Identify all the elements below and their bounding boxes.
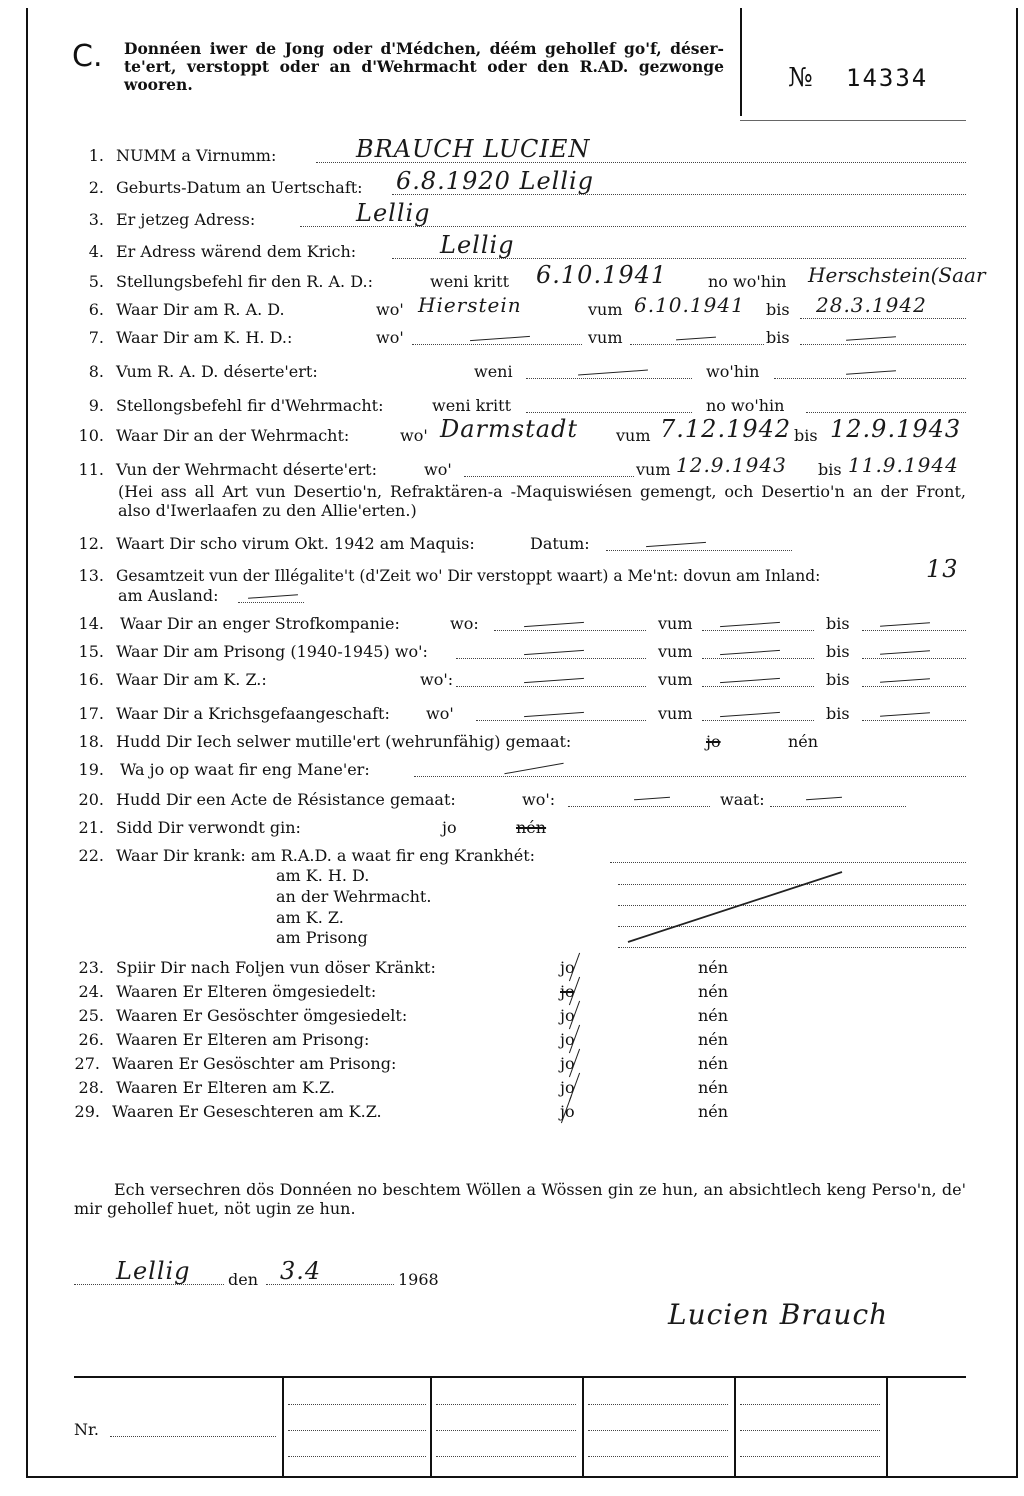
wo-label: wo' <box>376 300 404 319</box>
dash-mark <box>880 678 930 682</box>
row-label: Vun der Wehrmacht déserte'ert: <box>116 460 377 479</box>
wo-label: wo' <box>400 426 428 445</box>
row-note: (Hei ass all Art vun Desertio'n, Refraktären-a -Maquiswiésen gemengt, och Desertio'n an der Front, also d'Iwerlaafen zu den Allie'erten.) <box>118 482 966 520</box>
jo-option: jo <box>442 818 457 837</box>
row-number: 2. <box>88 178 104 197</box>
row-label: Waar Dir am Prisong (1940-1945) wo': <box>116 642 428 661</box>
bis-label: bis <box>826 704 850 723</box>
footer-top-rule <box>74 1376 966 1378</box>
wo-label: wo' <box>376 328 404 347</box>
row-number: 28. <box>78 1078 104 1097</box>
vum-label: vum <box>658 704 693 723</box>
handwritten-signature: Lucien Brauch <box>668 1298 889 1331</box>
den-label: den <box>228 1270 259 1289</box>
answer-line <box>630 344 764 345</box>
footer-col-divider <box>582 1378 584 1476</box>
row-number: 4. <box>88 242 104 261</box>
footer-line <box>588 1456 728 1457</box>
row-label: Waar Dir krank: am R.A.D. a waat fir eng Krankhét: <box>116 846 536 865</box>
answer-line <box>526 412 692 413</box>
row-number: 15. <box>78 642 104 661</box>
handwritten-inland: 13 <box>926 555 959 583</box>
nr-label: Nr. <box>74 1420 99 1439</box>
answer-line <box>412 344 582 345</box>
row-number: 16. <box>78 670 104 689</box>
footer-line <box>436 1456 576 1457</box>
handwritten-date: 6.10.1941 <box>536 261 668 289</box>
answer-line <box>702 630 814 631</box>
row-label: Gesamtzeit vun der Illégalite't (d'Zeit wo' Dir verstoppt waart) a Me'nt: dovun am Inland: <box>116 567 821 585</box>
handwritten-to: 12.9.1943 <box>830 415 962 443</box>
answer-line <box>568 806 710 807</box>
handwritten-to: 11.9.1944 <box>848 453 959 477</box>
footer-col-divider <box>430 1378 432 1476</box>
row-number: 13. <box>78 566 104 585</box>
dash-mark <box>720 622 780 627</box>
handwritten-birth: 6.8.1920 Lellig <box>396 167 595 195</box>
wo-label: wo': <box>522 790 556 809</box>
header-title: Donnéen iwer de Jong oder d'Médchen, déém gehollef go'f, déser-te'ert, verstoppt oder an d'Wehrmacht oder den R.AD. gezwonge wooren. <box>124 39 724 94</box>
handwritten-date: 3.4 <box>280 1257 322 1285</box>
footer-col-divider <box>282 1378 284 1476</box>
jo-option: jo <box>560 1102 575 1121</box>
dash-mark <box>470 336 530 341</box>
row-number: 5. <box>88 272 104 291</box>
where-label: no wo'hin <box>706 396 785 415</box>
dash-mark <box>720 650 780 655</box>
row-number: 11. <box>78 460 104 479</box>
row-label: Er jetzeg Adress: <box>116 210 256 229</box>
handwritten-from: 7.12.1942 <box>660 415 792 443</box>
bis-label: bis <box>826 670 850 689</box>
dash-mark <box>504 763 563 774</box>
answer-line <box>610 862 966 863</box>
bis-label: bis <box>826 642 850 661</box>
footer-line <box>110 1436 276 1437</box>
bottom-border <box>26 1476 1018 1478</box>
answer-line <box>476 720 646 721</box>
dash-mark <box>646 542 706 547</box>
answer-line <box>414 776 966 777</box>
row-number: 26. <box>78 1030 104 1049</box>
row-label: Waar Dir am K. Z.: <box>116 670 267 689</box>
row-number: 24. <box>78 982 104 1001</box>
row-label: Hudd Dir Iech selwer mutille'ert (wehrunfähig) gemaat: <box>116 732 572 751</box>
dash-mark <box>524 712 584 717</box>
nen-option: nén <box>698 1102 729 1121</box>
footer-line <box>288 1404 426 1405</box>
row-label: Waaren Er Gesöschter ömgesiedelt: <box>116 1006 408 1025</box>
wo-label: wo' <box>426 704 454 723</box>
row-label: Waar Dir an der Wehrmacht: <box>116 426 350 445</box>
vum-label: vum <box>616 426 651 445</box>
row-label: Vum R. A. D. déserte'ert: <box>116 362 318 381</box>
datum-label: Datum: <box>530 534 590 553</box>
footer-line <box>740 1404 880 1405</box>
nen-option: nén <box>788 732 819 751</box>
handwritten-address: Lellig <box>356 199 431 227</box>
footer-col-divider <box>734 1378 736 1476</box>
row-number: 14. <box>78 614 104 633</box>
nen-option: nén <box>698 1006 729 1025</box>
dash-mark <box>880 712 930 716</box>
answer-line <box>702 658 814 659</box>
illness-sub-label: am K. H. D. <box>276 866 370 885</box>
row-label: Er Adress wärend dem Krich: <box>116 242 357 261</box>
jo-option: jo <box>560 958 575 977</box>
dash-mark <box>634 797 670 801</box>
bis-label: bis <box>794 426 818 445</box>
jo-option: jo <box>560 1054 575 1073</box>
answer-line <box>862 720 966 721</box>
row-number: 1. <box>88 146 104 165</box>
row-label: Waaren Er Elteren am Prisong: <box>116 1030 370 1049</box>
row-label: Waar Dir an enger Strofkompanie: <box>120 614 400 633</box>
handwritten-place: Hierstein <box>418 293 522 317</box>
answer-line <box>862 630 966 631</box>
handwritten-name: BRAUCH LUCIEN <box>356 135 591 163</box>
answer-line <box>494 630 646 631</box>
answer-line <box>862 686 966 687</box>
row-number: 6. <box>88 300 104 319</box>
illness-sub-label: am K. Z. <box>276 908 344 927</box>
row-label: Spiir Dir nach Foljen vun döser Kränkt: <box>116 958 436 977</box>
dash-mark <box>524 678 584 683</box>
ausland-label: am Ausland: <box>118 586 219 605</box>
illness-sub-label: am Prisong <box>276 928 368 947</box>
row-label: Waar Dir a Krichsgefaangeschaft: <box>116 704 390 723</box>
vum-label: vum <box>658 614 693 633</box>
row-number: 17. <box>78 704 104 723</box>
footer-line <box>740 1456 880 1457</box>
dash-mark <box>880 650 930 654</box>
dash-mark <box>524 622 584 627</box>
right-border <box>1016 8 1018 1478</box>
illness-sub-label: an der Wehrmacht. <box>276 887 432 906</box>
footer-line <box>288 1456 426 1457</box>
bis-label: bis <box>766 328 790 347</box>
row-label: Hudd Dir een Acte de Résistance gemaat: <box>116 790 456 809</box>
dash-mark <box>846 336 896 340</box>
vum-label: vum <box>588 300 623 319</box>
row-label: Waaren Er Gesöschter am Prisong: <box>112 1054 397 1073</box>
dash-mark <box>806 797 842 801</box>
handwritten-from: 6.10.1941 <box>634 293 745 317</box>
header-bottom-rule <box>740 120 966 121</box>
answer-line <box>606 550 792 551</box>
header-divider <box>740 8 742 116</box>
handwritten-from: 12.9.1943 <box>676 453 787 477</box>
year-label: 1968 <box>398 1270 439 1289</box>
bis-label: bis <box>826 614 850 633</box>
row-number: 18. <box>78 732 104 751</box>
nen-option: nén <box>698 958 729 977</box>
row-number: 25. <box>78 1006 104 1025</box>
wo-label: wo': <box>420 670 454 689</box>
left-border <box>26 8 28 1478</box>
row-number: 20. <box>78 790 104 809</box>
dash-mark <box>720 678 780 683</box>
weni-label: weni <box>474 362 513 381</box>
jo-option-struck: jo <box>560 982 575 1001</box>
dash-mark <box>578 370 648 376</box>
answer-line <box>464 476 634 477</box>
answer-line <box>800 344 966 345</box>
nen-option-struck: nén <box>516 818 547 837</box>
answer-line <box>774 378 966 379</box>
weni-label: weni kritt <box>432 396 511 415</box>
nen-option: nén <box>698 1054 729 1073</box>
footer-col-divider <box>886 1378 888 1476</box>
row-label: NUMM a Virnumm: <box>116 146 277 165</box>
handwritten-to: 28.3.1942 <box>816 293 927 317</box>
dash-mark <box>676 337 716 341</box>
where-label: no wo'hin <box>708 272 787 291</box>
wo-label: wo' <box>424 460 452 479</box>
dash-mark <box>846 370 896 374</box>
footer-line <box>288 1430 426 1431</box>
vum-label: vum <box>588 328 623 347</box>
row-number: 21. <box>78 818 104 837</box>
row-number: 10. <box>78 426 104 445</box>
nen-option: nén <box>698 1030 729 1049</box>
row-number: 29. <box>74 1102 100 1121</box>
row-number: 19. <box>78 760 104 779</box>
row-number: 27. <box>74 1054 100 1073</box>
handwritten-war-address: Lellig <box>440 231 515 259</box>
footer-line <box>436 1404 576 1405</box>
row-number: 22. <box>78 846 104 865</box>
waat-label: waat: <box>720 790 765 809</box>
answer-line <box>862 658 966 659</box>
footer-line <box>436 1430 576 1431</box>
row-number: 7. <box>88 328 104 347</box>
answer-line <box>456 686 646 687</box>
handwritten-place: Herschstein(Saar <box>808 263 986 287</box>
number-symbol: № <box>788 63 813 93</box>
bis-label: bis <box>818 460 842 479</box>
handwritten-place: Lellig <box>116 1257 191 1285</box>
row-label: Waar Dir am K. H. D.: <box>116 328 293 347</box>
answer-line <box>702 686 814 687</box>
row-label: Waart Dir scho virum Okt. 1942 am Maquis: <box>116 534 475 553</box>
answer-line <box>806 412 966 413</box>
bis-label: bis <box>766 300 790 319</box>
answer-line <box>702 720 814 721</box>
row-number: 23. <box>78 958 104 977</box>
footer-line <box>588 1404 728 1405</box>
answer-line <box>618 947 966 948</box>
nen-option: nén <box>698 1078 729 1097</box>
vum-label: vum <box>636 460 671 479</box>
jo-option-struck: jo <box>706 732 721 751</box>
form-number: 14334 <box>846 64 929 92</box>
row-label: Waar Dir am R. A. D. <box>116 300 285 319</box>
row-label: Sidd Dir verwondt gin: <box>116 818 301 837</box>
row-label: Geburts-Datum an Uertschaft: <box>116 178 363 197</box>
wo-label: wo: <box>450 614 479 633</box>
weni-label: weni kritt <box>430 272 509 291</box>
jo-option: jo <box>560 1078 575 1097</box>
answer-line <box>456 658 646 659</box>
diagonal-strike-mark <box>620 866 850 946</box>
jo-option: jo <box>560 1006 575 1025</box>
row-number: 12. <box>78 534 104 553</box>
row-label: Stellongsbefehl fir d'Wehrmacht: <box>116 396 384 415</box>
row-label: Wa jo op waat fir eng Mane'er: <box>120 760 370 779</box>
footer-line <box>740 1430 880 1431</box>
where-label: wo'hin <box>706 362 760 381</box>
answer-line <box>238 602 304 603</box>
row-number: 8. <box>88 362 104 381</box>
row-label: Waaren Er Geseschteren am K.Z. <box>112 1102 382 1121</box>
row-number: 9. <box>88 396 104 415</box>
answer-line <box>770 806 906 807</box>
row-label: Stellungsbefehl fir den R. A. D.: <box>116 272 373 291</box>
row-label: Waaren Er Elteren am K.Z. <box>116 1078 336 1097</box>
answer-line <box>800 318 966 319</box>
nen-option: nén <box>698 982 729 1001</box>
vum-label: vum <box>658 670 693 689</box>
dash-mark <box>248 594 298 598</box>
section-letter: C. <box>72 39 103 74</box>
footer-line <box>588 1430 728 1431</box>
vum-label: vum <box>658 642 693 661</box>
declaration-text: Ech versechren dös Donnéen no beschtem Wöllen a Wössen gin ze hun, an absichtlech keng Perso'n, de' mir gehollef huet, nöt ugin ze hun. <box>74 1180 966 1218</box>
dash-mark <box>524 650 584 655</box>
jo-option: jo <box>560 1030 575 1049</box>
dash-mark <box>880 622 930 626</box>
row-number: 3. <box>88 210 104 229</box>
answer-line <box>526 378 692 379</box>
dash-mark <box>720 712 780 717</box>
row-label: Waaren Er Elteren ömgesiedelt: <box>116 982 377 1001</box>
handwritten-place: Darmstadt <box>440 415 579 443</box>
